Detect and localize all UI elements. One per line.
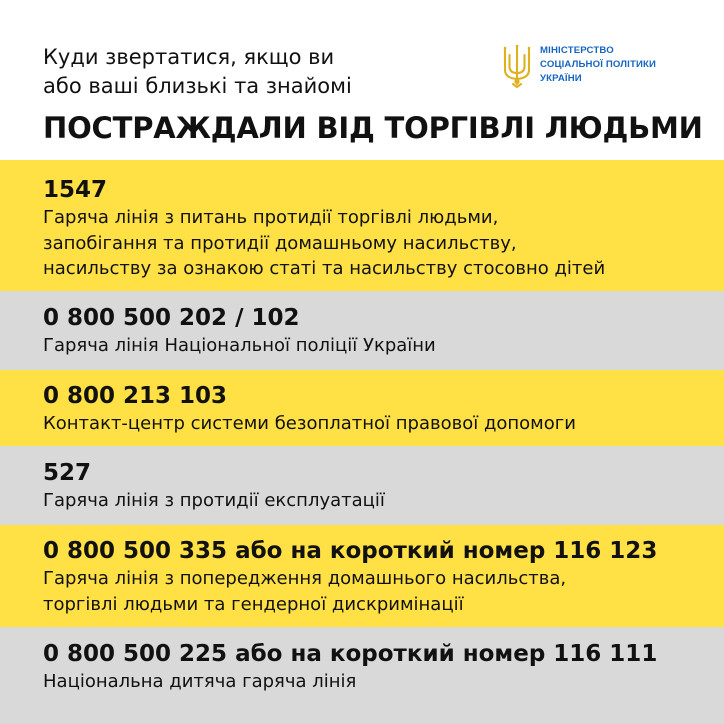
hotline-number: 0 800 500 225 або на короткий номер 116 111 — [43, 641, 658, 667]
hotline-exploitation — [0, 446, 724, 525]
hotline-description-line: запобігання та протидії домашньому насильству, — [43, 232, 517, 254]
hotline-number: 0 800 500 335 або на короткий номер 116 123 — [43, 538, 658, 564]
hotline-number: 0 800 500 202 / 102 — [43, 305, 300, 331]
hotline-description-line: насильству за ознакою статі та насильству стосовно дітей — [43, 258, 606, 279]
ministry-logo — [502, 43, 692, 91]
headline: ПОСТРАЖДАЛИ ВІД ТОРГІВЛІ ЛЮДЬМИ — [43, 111, 703, 145]
intro-line-1: Куди звертатися, якщо ви — [43, 45, 335, 69]
header — [0, 0, 724, 160]
trident-coat-of-arms-icon — [502, 43, 532, 89]
hotline-description-line: Гаряча лінія з попередження домашнього насильства, — [43, 568, 567, 589]
hotline-description-line: Контакт-центр системи безоплатної правової допомоги — [43, 413, 576, 434]
ministry-name-line-1: МІНІСТЕРСТВО — [540, 45, 614, 56]
hotline-description-line: Гаряча лінія з протидії експлуатації — [43, 490, 385, 511]
hotline-number: 527 — [43, 460, 92, 486]
hotline-description-line: Гаряча лінія з питань протидії торгівлі людьми, — [43, 207, 499, 228]
hotline-description-line: Національна дитяча гаряча лінія — [43, 671, 357, 692]
hotline-1547 — [0, 160, 724, 291]
hotline-national-police — [0, 291, 724, 370]
ministry-name-line-2: СОЦІАЛЬНОЇ ПОЛІТИКИ — [540, 59, 657, 71]
hotline-legal-aid — [0, 370, 724, 446]
ministry-name — [540, 44, 690, 87]
hotline-number: 1547 — [43, 177, 108, 203]
hotline-children — [0, 627, 724, 724]
hotline-number: 0 800 213 103 — [43, 383, 228, 409]
hotline-description-line: Гаряча лінія Національної поліції України — [43, 335, 436, 356]
intro-line-2: або ваші близькі та знайомі — [43, 74, 352, 98]
ministry-name-line-3: УКРАЇНИ — [540, 73, 582, 85]
hotline-description-line: торгівлі людьми та гендерної дискримінації — [43, 593, 464, 615]
hotline-domestic-violence — [0, 525, 724, 627]
